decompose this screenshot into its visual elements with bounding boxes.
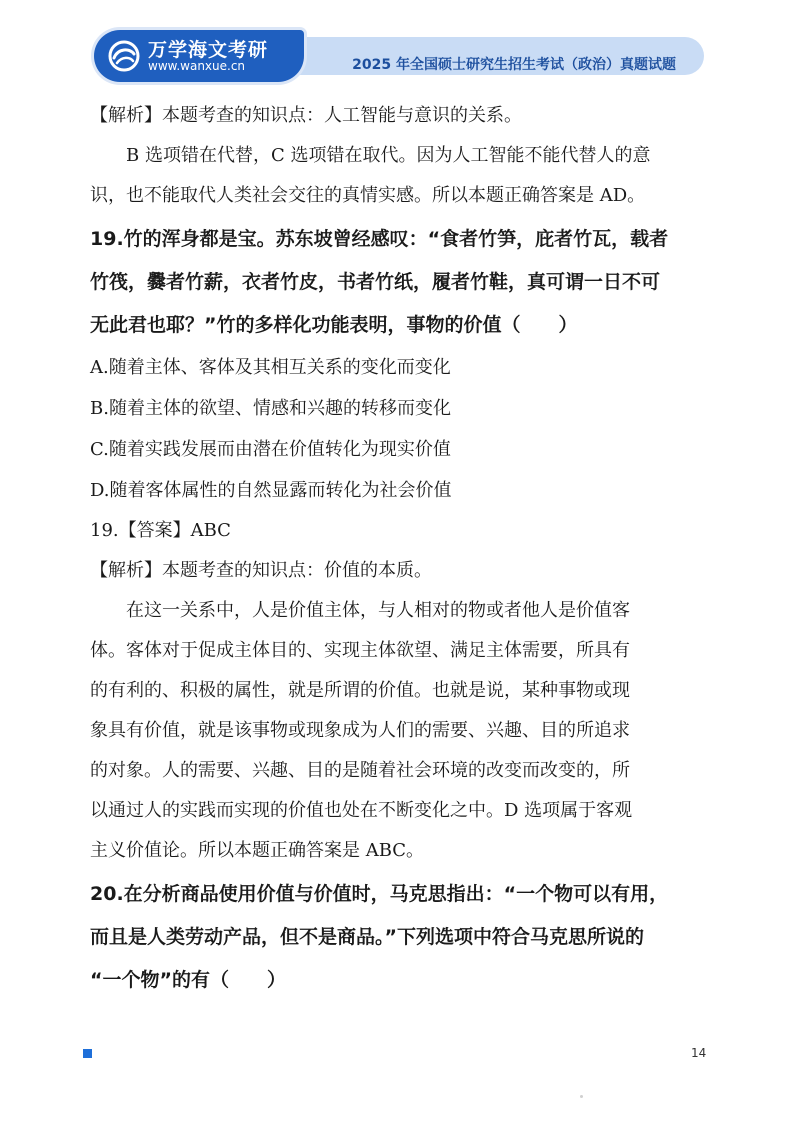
q19-stem-line: 19.竹的浑身都是宝。苏东坡曾经感叹：“食者竹笋，庇者竹瓦，载者	[90, 228, 669, 250]
page-number: 14	[691, 1046, 707, 1060]
q19-stem-line: 无此君也耶？”竹的多样化功能表明，事物的价值（ ）	[90, 314, 578, 336]
q19-analysis-line: 体。客体对于促成主体目的、实现主体欲望、满足主体需要，所具有	[90, 640, 630, 661]
brand-logo	[94, 30, 304, 82]
q20-stem-line: 而且是人类劳动产品，但不是商品。”下列选项中符合马克思所说的	[90, 926, 644, 948]
q19-analysis-line: 在这一关系中，人是价值主体，与人相对的物或者他人是价值客	[126, 600, 630, 621]
q19-analysis-line: 的有利的、积极的属性，就是所谓的价值。也就是说，某种事物或现	[90, 680, 630, 701]
logo-swirl-icon	[108, 40, 140, 72]
q18-analysis-lead: 【解析】本题考查的知识点：人工智能与意识的关系。	[90, 105, 522, 126]
footer-marker-icon	[83, 1049, 92, 1058]
q19-analysis-line: 象具有价值，就是该事物或现象成为人们的需要、兴趣、目的所追求	[90, 720, 630, 741]
page-content	[90, 96, 710, 1002]
q19-option-c: C.随着实践发展而由潜在价值转化为现实价值	[90, 439, 451, 460]
q19-analysis-line: 的对象。人的需要、兴趣、目的是随着社会环境的改变而改变的，所	[90, 760, 630, 781]
q19-analysis-line: 以通过人的实践而实现的价值也处在不断变化之中。D 选项属于客观	[90, 800, 633, 821]
q19-option-d: D.随着客体属性的自然显露而转化为社会价值	[90, 480, 452, 501]
scan-dot	[580, 1095, 583, 1098]
question-20	[90, 873, 710, 1002]
question-19	[90, 218, 710, 347]
q18-analysis-line: B 选项错在代替，C 选项错在取代。因为人工智能不能代替人的意	[126, 145, 651, 166]
q19-option-b: B.随着主体的欲望、情感和兴趣的转移而变化	[90, 398, 451, 419]
q19-analysis-line: 主义价值论。所以本题正确答案是 ABC。	[90, 840, 425, 861]
q20-stem-line: 20.在分析商品使用价值与价值时，马克思指出：“一个物可以有用，	[90, 883, 669, 905]
logo-title: 万学海文考研	[148, 39, 269, 61]
exam-title: 2025 年全国硕士研究生招生考试（政治）真题试题	[352, 57, 676, 73]
q18-analysis-line: 识，也不能取代人类社会交往的真情实感。所以本题正确答案是 AD。	[90, 185, 646, 206]
q19-options	[90, 347, 710, 511]
q20-stem-line: “一个物”的有（ ）	[90, 969, 286, 991]
q19-answer: 19.【答案】ABC	[90, 520, 231, 541]
logo-url: www.wanxue.cn	[148, 59, 246, 73]
q19-option-a: A.随着主体、客体及其相互关系的变化而变化	[90, 357, 451, 378]
q19-analysis-lead: 【解析】本题考查的知识点：价值的本质。	[90, 560, 432, 581]
header-banner	[94, 30, 704, 82]
q19-stem-line: 竹筏，爨者竹薪，衣者竹皮，书者竹纸，履者竹鞋，真可谓一日不可	[90, 271, 661, 293]
